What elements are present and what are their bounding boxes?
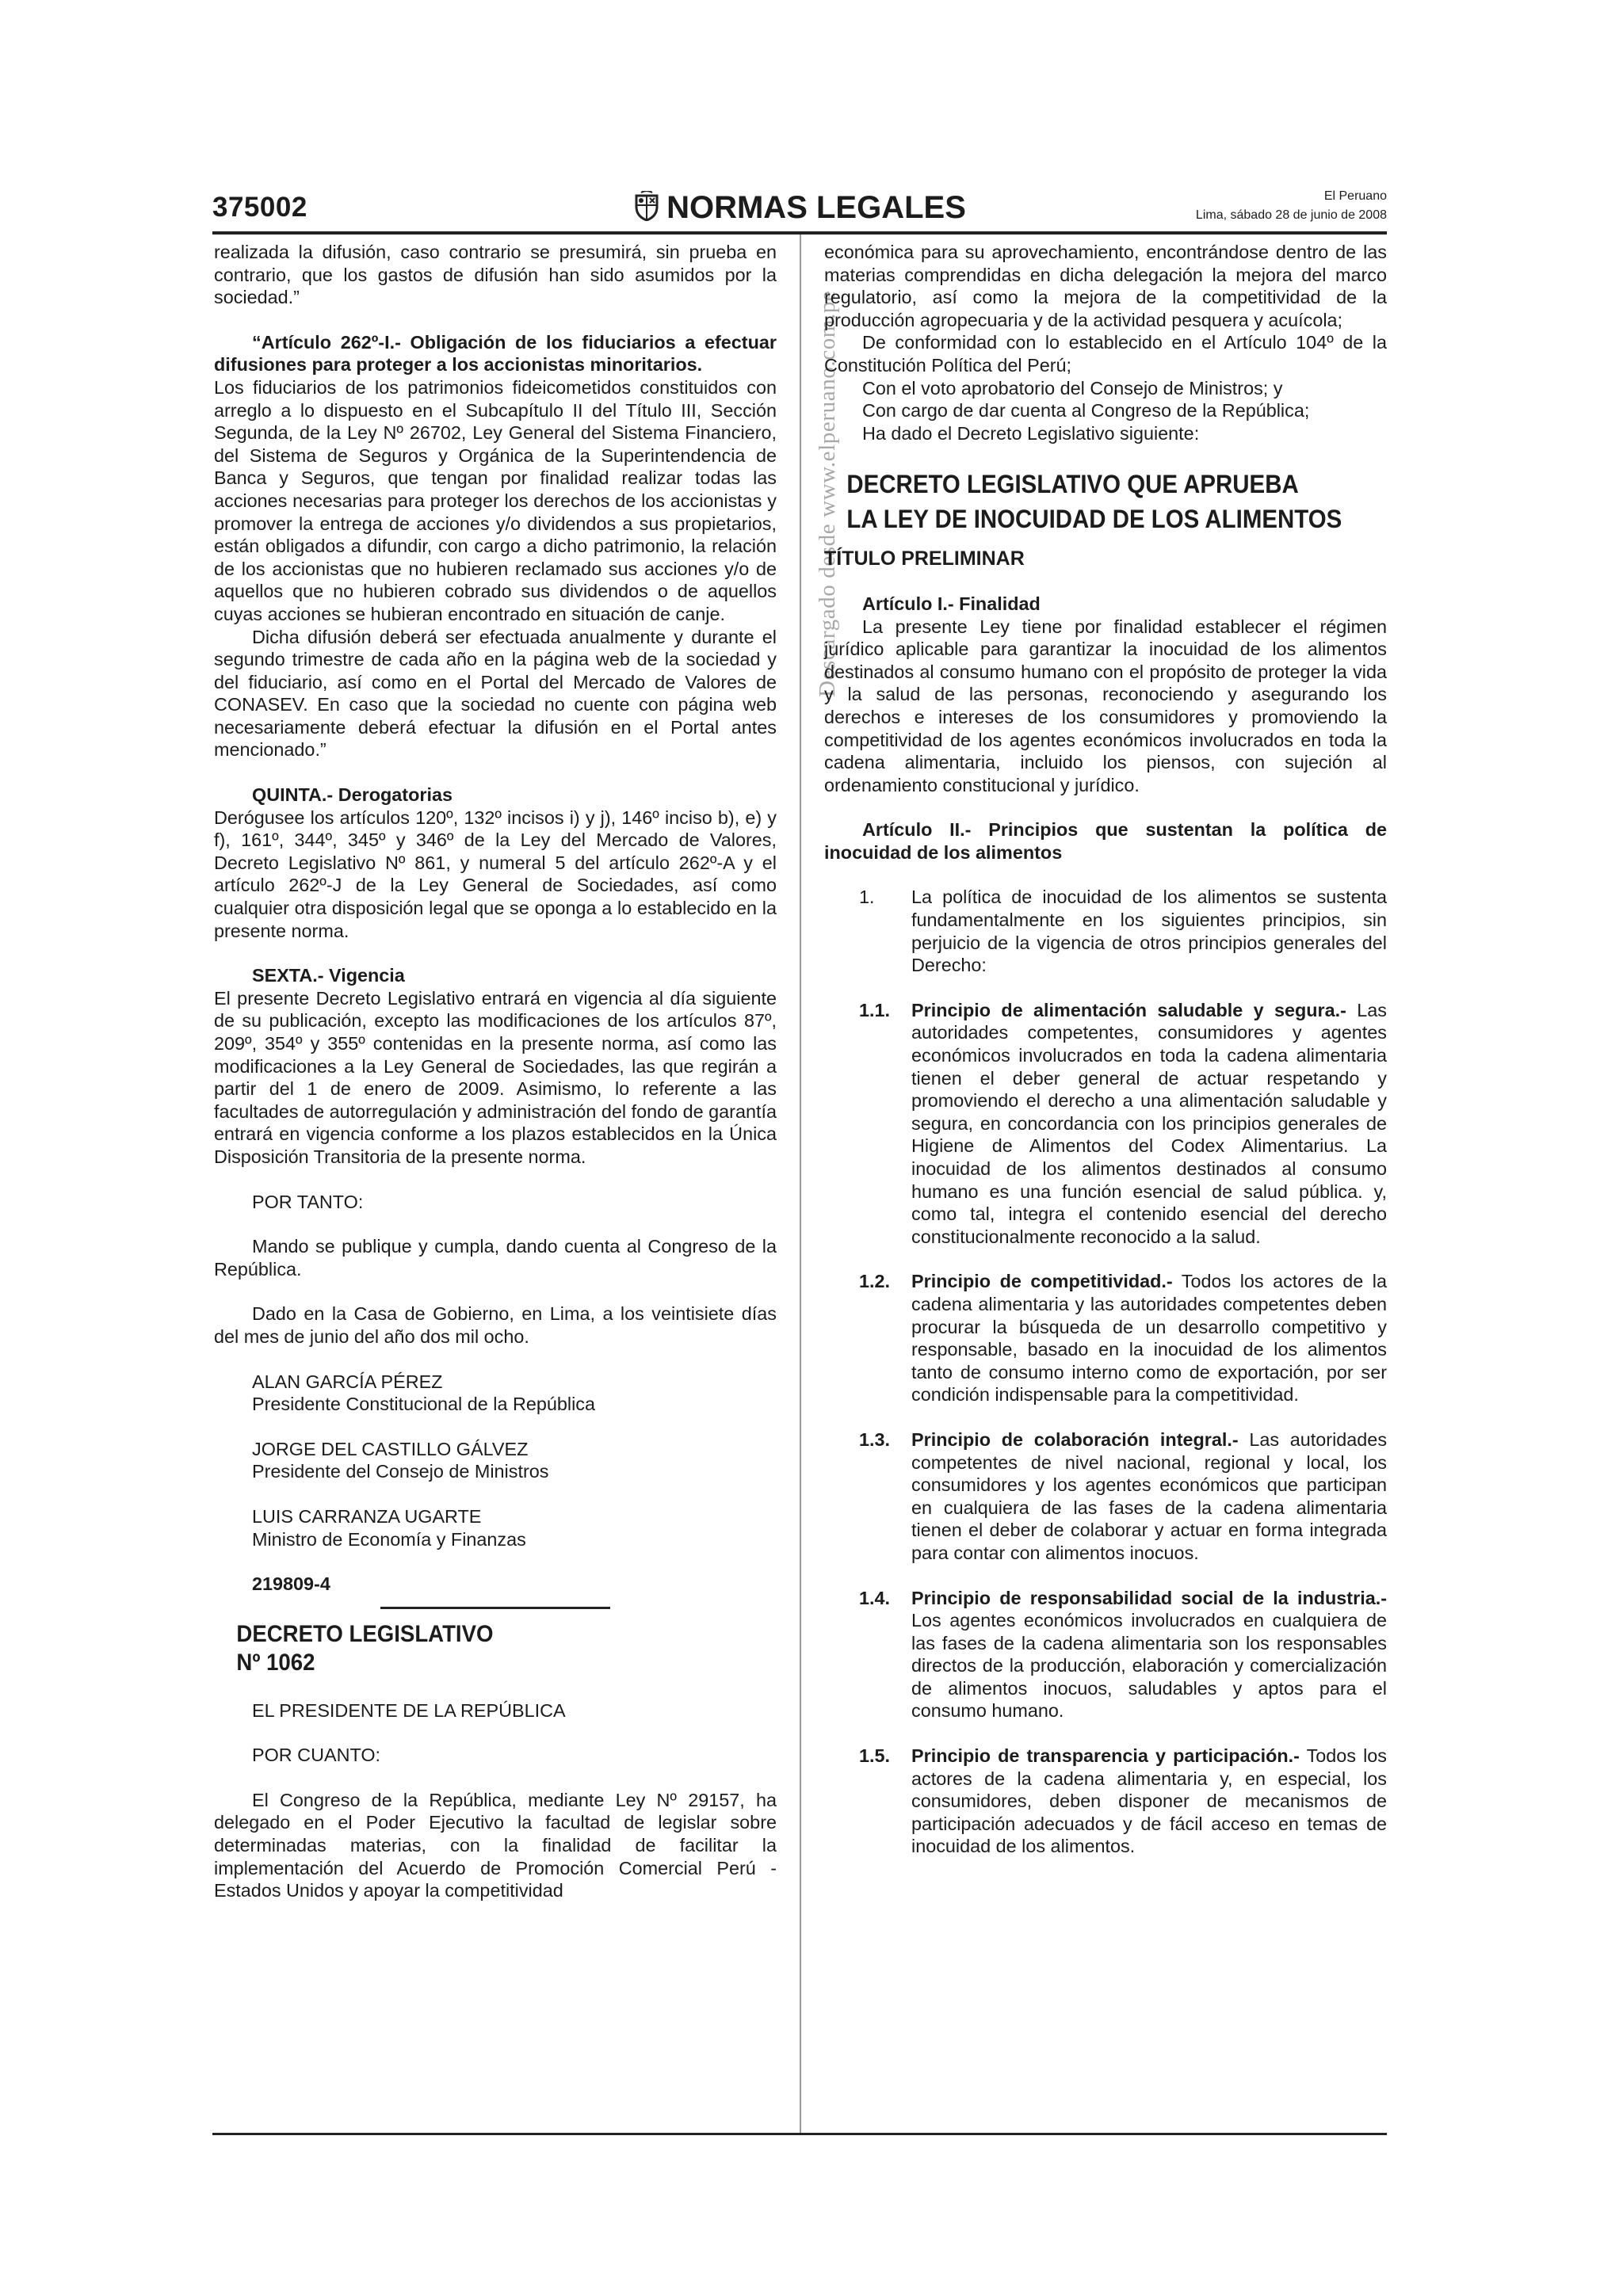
publication-name: NORMAS LEGALES — [666, 190, 966, 225]
paragraph: Dicha difusión deberá ser efectuada anualmente y durante el segundo trimestre de cada año en la página web de la sociedad y del fiduciario, así como en el Portal del Mercado de Valores de CONASEV. En caso que la sociedad no cuente con página web necesariamente deberá efectuar la difusión en el Portal antes mencionado.” — [214, 626, 777, 761]
signatory-title: Presidente Constitucional de la República — [252, 1394, 595, 1415]
header-date-block — [1196, 187, 1387, 225]
law-title-line2: LA LEY DE INOCUIDAD DE LOS ALIMENTOS — [846, 505, 1342, 534]
decree-number: Nº 1062 — [236, 1649, 315, 1676]
signatory-name: ALAN GARCÍA PÉREZ — [252, 1371, 443, 1392]
footer-rule — [212, 2133, 1387, 2135]
coat-of-arms-icon — [633, 191, 660, 221]
paragraph: EL PRESIDENTE DE LA REPÚBLICA — [252, 1699, 566, 1721]
page-header — [212, 190, 1387, 230]
paragraph: POR TANTO: — [252, 1191, 364, 1212]
item-text — [911, 1587, 1387, 1723]
item-heading: Principio de responsabilidad social de la industria.- — [911, 1587, 1387, 1608]
paragraph: El presente Decreto Legislativo entrará en vigencia al día siguiente de su publicación, excepto las modificaciones de los artículos 87º, 209º, 354º y 355º contenidas en la presente norma, así como las modificaciones a la Ley General de Sociedades, las que regirán a partir del 1 de enero de 2009. Asimismo, lo referente a las facultades de autorregulación y administración del fondo de garantía entrará en vigencia conforme a los plazos establecidos en la Única Disposición Transitoria de la presente norma. — [214, 987, 777, 1167]
item-body: Las autoridades competentes de nivel nacional, regional y local, los consumidores y los agentes económicos que participan en cualquiera de las fases de la cadena alimentaria tienen el deber de colaborar y actuar en forma integrada para contar con alimentos inocuos. — [911, 1428, 1388, 1563]
item-body: Todos los actores de la cadena alimentaria y, en especial, los consumidores, deben disponer de mecanismos de participación adecuados y de fácil acceso en temas de inocuidad de los alimentos. — [911, 1745, 1387, 1857]
signatory-name: JORGE DEL CASTILLO GÁLVEZ — [252, 1438, 529, 1459]
paragraph: El Congreso de la República, mediante Ley Nº 29157, ha delegado en el Poder Ejecutivo la facultad de legislar sobre determinadas materias, con la finalidad de facilitar la implementación del Acuerdo de Promoción Comercial Perú - Estados Unidos y apoyar la competitividad — [214, 1789, 777, 1901]
item-body: La política de inocuidad de los alimentos se sustenta fundamentalmente en los siguientes principios, sin perjuicio de la vigencia de otros principios generales del Derecho: — [911, 887, 1387, 976]
item-text — [911, 1270, 1387, 1406]
section-heading: QUINTA.- Derogatorias — [252, 784, 453, 806]
principle-item — [824, 999, 1387, 1249]
item-body: Todos los actores de la cadena alimentaria y las autoridades competentes deben procurar la búsqueda de un desarrollo competitivo y responsable, basado en la inocuidad de los alimentos tanto de consumo interno como de exportación, por ser condición indispensable para la competitividad. — [911, 1271, 1387, 1405]
item-heading: Principio de competitividad.- — [911, 1271, 1173, 1292]
numbered-item — [824, 886, 1387, 976]
section-heading: SEXTA.- Vigencia — [252, 965, 405, 986]
principle-item — [824, 1428, 1387, 1565]
column-divider — [800, 235, 801, 2133]
item-number: 1.2. — [859, 1271, 891, 1292]
item-number: 1.4. — [859, 1587, 891, 1608]
article-heading: Artículo II.- Principios que sustentan la política de inocuidad de los alimentos — [824, 819, 1387, 863]
title-preliminary: TÍTULO PRELIMINAR — [824, 547, 1025, 570]
item-text — [911, 1745, 1387, 1858]
item-heading: Principio de colaboración integral.- — [911, 1428, 1239, 1450]
principle-item — [824, 1270, 1387, 1406]
item-number: 1.3. — [859, 1428, 891, 1450]
publication-date: Lima, sábado 28 de junio de 2008 — [1195, 208, 1387, 222]
signatory-title: Presidente del Consejo de Ministros — [252, 1461, 549, 1482]
item-text — [911, 1428, 1387, 1565]
newspaper-name: El Peruano — [1323, 189, 1387, 203]
paragraph: Dado en la Casa de Gobierno, en Lima, a los veintisiete días del mes de junio del año dos mil ocho. — [214, 1303, 777, 1347]
paragraph: Ha dado el Decreto Legislativo siguiente: — [862, 422, 1200, 444]
left-column — [214, 241, 777, 1902]
article-heading: “Artículo 262º-I.- Obligación de los fiduciarios a efectuar difusiones para proteger a los accionistas minoritarios. — [214, 331, 777, 376]
paragraph: Los fiduciarios de los patrimonios fideicometidos constituidos con arreglo a lo dispuesto en el Subcapítulo II del Título III, Sección Segunda, de la Ley Nº 26702, Ley General del Sistema Financiero, del Sistema de Seguros y Orgánica de la Superintendencia de Banca y Seguros, que tengan por finalidad realizar todas las acciones necesarias para proteger los derechos de los accionistas y promover la entrega de acciones y/o dividendos a sus propietarios, están obligados a difundir, con cargo a dicho patrimonio, la relación de los accionistas que no hubieren reclamado sus acciones y/o de aquellos que no hubieren cobrado sus dividendos o de aquellos cuyas acciones se hubieran encontrado en situación de canje. — [214, 376, 777, 624]
item-number: 1. — [859, 887, 875, 908]
paragraph: Mando se publique y cumpla, dando cuenta al Congreso de la República. — [214, 1236, 777, 1280]
page-number: 375002 — [212, 192, 307, 223]
item-body: Los agentes económicos involucrados en cualquiera de las fases de la cadena alimentaria son los responsables directos de la producción, elaboración y comercialización de alimentos inocuos, saludables y aptos para el consumo humano. — [911, 1610, 1387, 1722]
document-code: 219809-4 — [252, 1573, 330, 1595]
paragraph: POR CUANTO: — [252, 1745, 381, 1766]
paragraph: La presente Ley tiene por finalidad establecer el régimen jurídico aplicable para garantizar la inocuidad de los alimentos destinados al consumo humano con el propósito de proteger la vida y la salud de las personas, reconociendo y asegurando los derechos e intereses de los consumidores y promoviendo la competitividad de los agentes económicos involucrados en toda la cadena alimentaria, incluido los piensos, con sujeción al ordenamiento constitucional y jurídico. — [824, 616, 1387, 795]
paragraph: Con cargo de dar cuenta al Congreso de la República; — [862, 400, 1310, 421]
item-number: 1.1. — [859, 999, 891, 1020]
item-heading: Principio de transparencia y participación.- — [911, 1745, 1300, 1767]
watermark-text: Descargado desde www.elperuano.com.pe — [815, 290, 840, 697]
paragraph: De conformidad con lo establecido en el Artículo 104º de la Constitución Política del Perú; — [824, 332, 1387, 376]
item-body: Las autoridades competentes, consumidores y agentes económicos involucrados en toda la cadena alimentaria tienen el deber general de actuar respetando y promoviendo el derecho a una alimentación saludable y segura, en concordancia con los principios generales de Higiene de Alimentos del Codex Alimentarius. La inocuidad de los alimentos destinados al consumo humano es una función esencial de salud pública. y, como tal, integra el contenido esencial del derecho constitucionalmente reconocido a la salud. — [911, 999, 1387, 1247]
signatory-title: Ministro de Economía y Finanzas — [252, 1528, 526, 1550]
decree-title: DECRETO LEGISLATIVO — [236, 1620, 494, 1647]
paragraph: Derógusee los artículos 120º, 132º incisos i) y j), 146º inciso b), e) y f), 161º, 344º, 345º y 346º de la Ley del Mercado de Valores, Decreto Legislativo Nº 861, y numeral 5 del artículo 262º-A y el artículo 262º-J de la Ley General de Sociedades, así como cualquier otra disposición legal que se oponga a lo establecido en la presente norma. — [214, 807, 777, 941]
right-column — [824, 241, 1387, 1858]
signatory-name: LUIS CARRANZA UGARTE — [252, 1505, 482, 1527]
item-text — [911, 999, 1387, 1249]
item-heading: Principio de alimentación saludable y segura.- — [911, 999, 1346, 1020]
paragraph: realizada la difusión, caso contrario se presumirá, sin prueba en contrario, que los gastos de difusión han sido asumidos por la sociedad.” — [214, 242, 777, 308]
principle-item — [824, 1587, 1387, 1723]
article-heading: Artículo I.- Finalidad — [862, 593, 1041, 614]
paragraph: Con el voto aprobatorio del Consejo de Ministros; y — [862, 377, 1283, 399]
law-title-line1: DECRETO LEGISLATIVO QUE APRUEBA — [846, 470, 1299, 499]
principle-item — [824, 1745, 1387, 1858]
paragraph: económica para su aprovechamiento, encontrándose dentro de las materias comprendidas en dicha delegación la mejora del marco regulatorio, así como la mejora de la competitividad de la producción agropecuaria y de la actividad pesquera y acuícola; — [824, 242, 1387, 330]
item-number: 1.5. — [859, 1745, 891, 1767]
